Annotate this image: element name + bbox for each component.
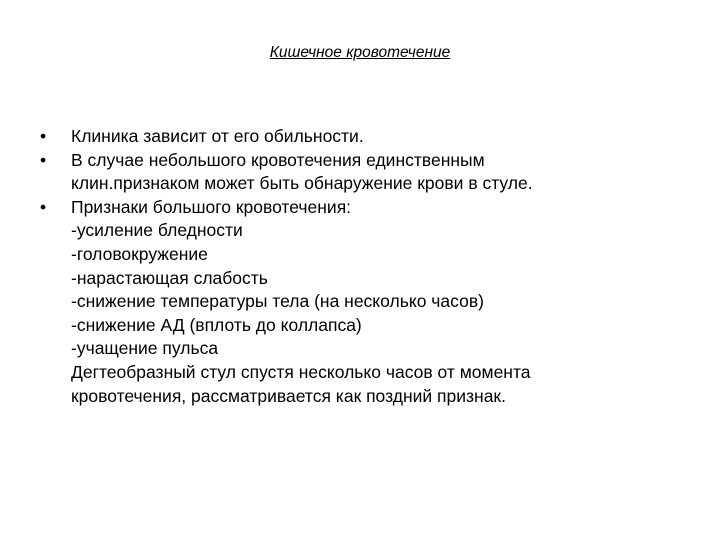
note-line: кровотечения, рассматривается как поздний признак.	[71, 385, 506, 406]
slide-title: Кишечное кровотечение	[269, 44, 451, 61]
sign-line: -усиление бледности	[71, 220, 243, 241]
bullet-item-small-bleeding	[40, 149, 680, 196]
bullet-text: В случае небольшого кровотечения единственным	[71, 149, 485, 170]
sign-line: -учащение пульса	[71, 338, 219, 359]
bullet-icon: •	[40, 196, 47, 217]
bullet-item-major-bleeding-signs	[40, 196, 680, 408]
bullet-text: клин.признаком может быть обнаружение крови в стуле.	[71, 173, 533, 194]
sign-line: -снижение температуры тела (на несколько часов)	[71, 291, 484, 312]
bullet-icon: •	[40, 149, 47, 170]
sign-line: -снижение АД (вплоть до коллапса)	[71, 314, 362, 335]
bullet-icon: •	[40, 126, 47, 146]
sign-line: -нарастающая слабость	[71, 267, 268, 288]
bullet-text: Клиника зависит от его обильности.	[71, 126, 364, 146]
bullet-item-clinic	[40, 125, 680, 149]
bullet-list	[40, 125, 680, 408]
sign-line: -головокружение	[71, 243, 208, 264]
bullet-text: Признаки большого кровотечения:	[71, 196, 352, 217]
note-line: Дегтеобразный стул спустя несколько часов от момента	[71, 361, 531, 382]
